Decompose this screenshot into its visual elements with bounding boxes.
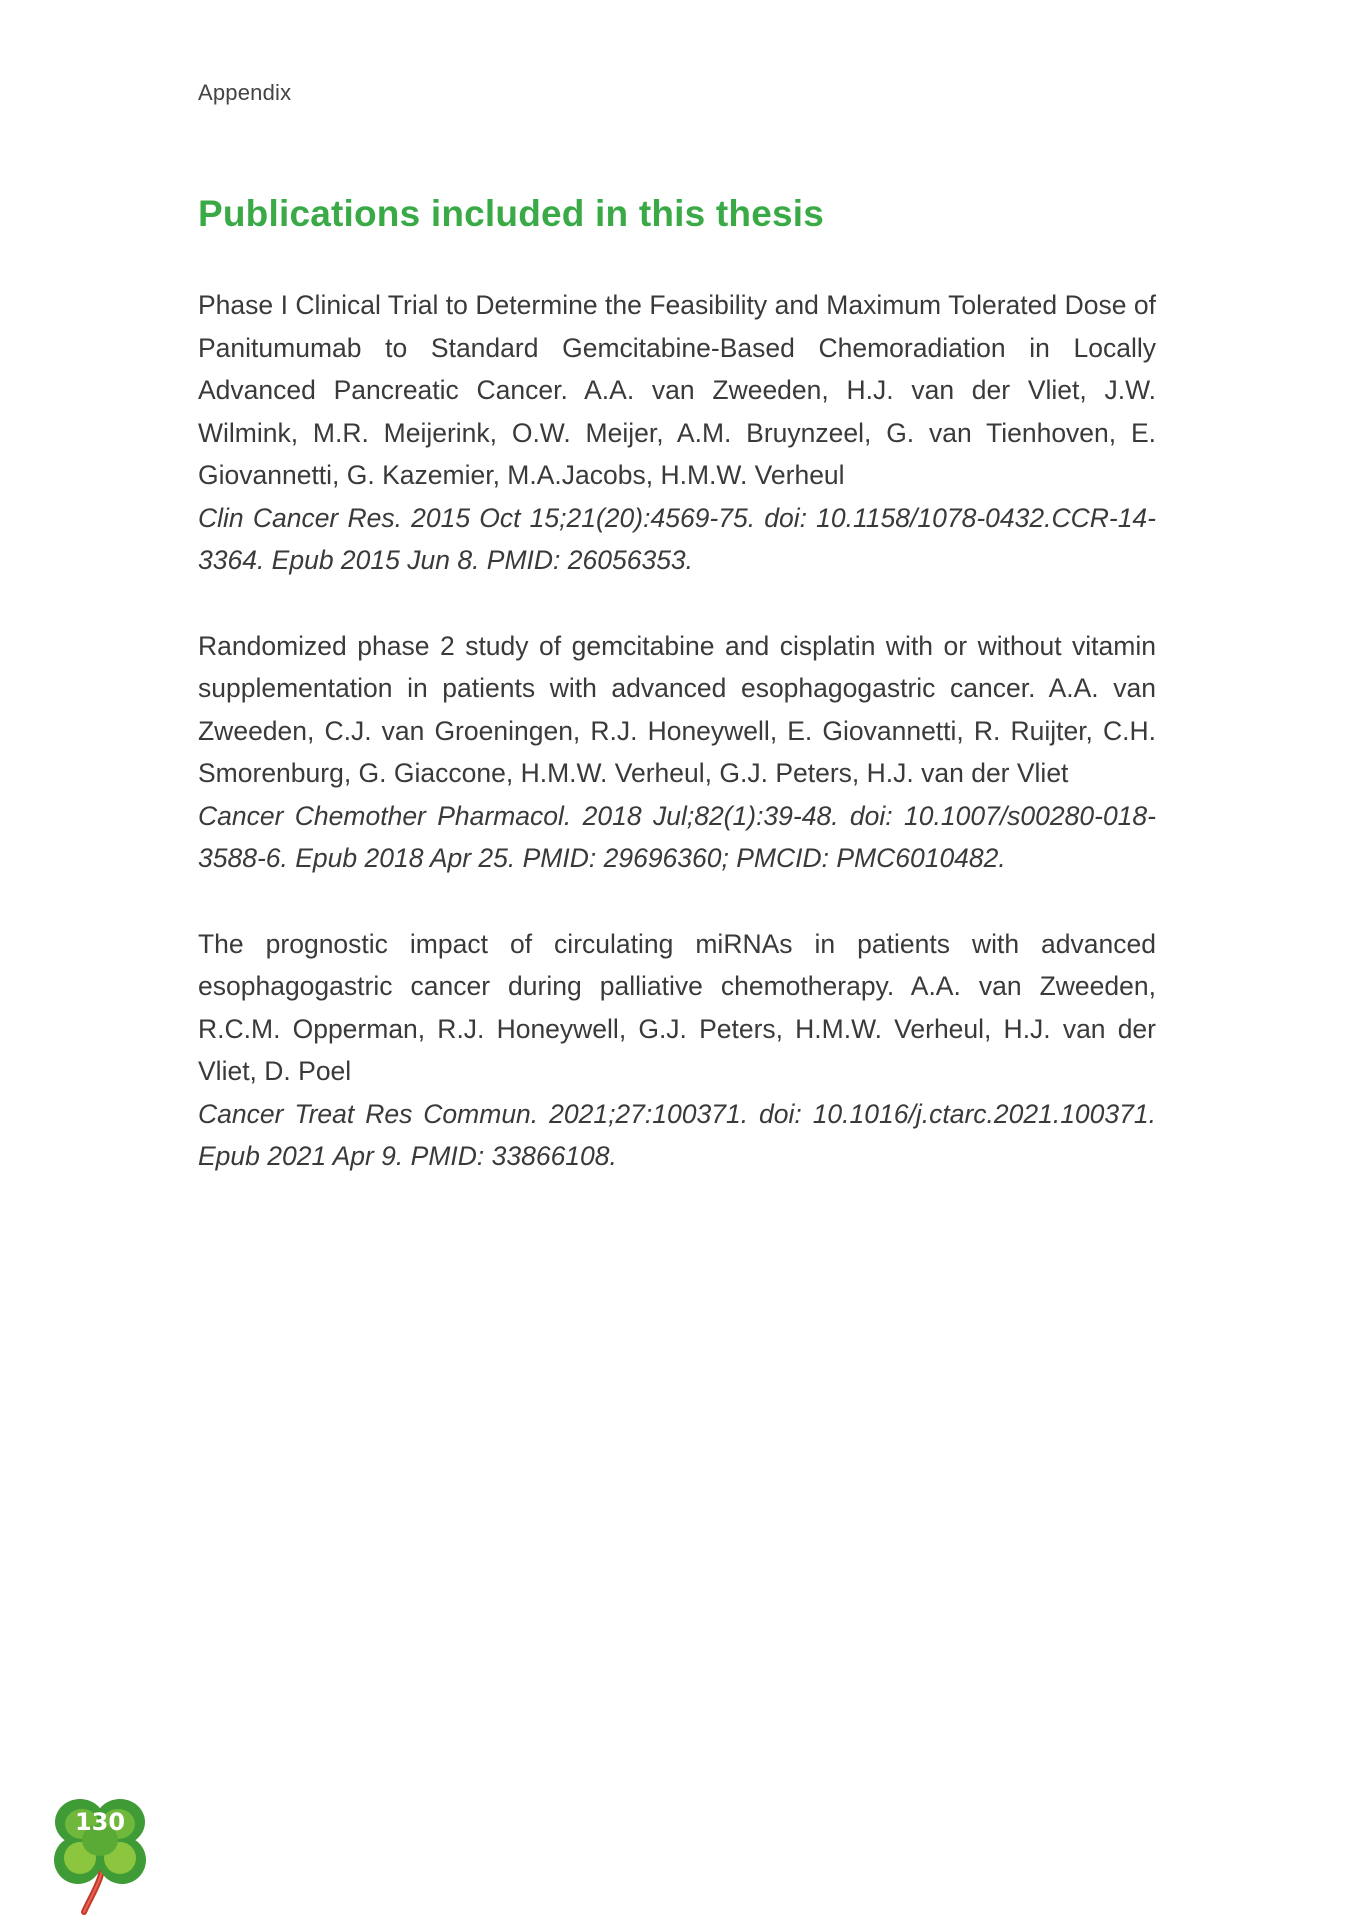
publication-body: Phase I Clinical Trial to Determine the Feasibility and Maximum Tolerated Dose of Panitumumab to Standard Gemcitabine-Based Chemoradiation in Locally Advanced Pancreatic Cancer. A.A. van Zweeden, H.J. van der Vliet, J.W. Wilmink, M.R. Meijerink, O.W. Meijer, A.M. Bruynzeel, G. van Tienhoven, E. Giovannetti, G. Kazemier, M.A.Jacobs, H.M.W. Verheul	[198, 290, 1156, 490]
page-number-badge	[50, 1790, 150, 1915]
running-header: Appendix	[198, 80, 292, 105]
publication-citation: Clin Cancer Res. 2015 Oct 15;21(20):4569-75. doi: 10.1158/1078-0432.CCR-14-3364. Epub 2015 Jun 8. PMID: 26056353.	[198, 502, 1156, 575]
section-title: Publications included in this thesis	[198, 193, 825, 234]
publication-list	[198, 284, 1156, 1221]
publication-entry	[198, 284, 1156, 582]
publication-citation: Cancer Treat Res Commun. 2021;27:100371. doi: 10.1016/j.ctarc.2021.100371. Epub 2021 Apr 9. PMID: 33866108.	[198, 1098, 1156, 1171]
page-number: 130	[74, 1808, 126, 1836]
publication-entry	[198, 923, 1156, 1178]
publication-citation: Cancer Chemother Pharmacol. 2018 Jul;82(1):39-48. doi: 10.1007/s00280-018-3588-6. Epub 2018 Apr 25. PMID: 29696360; PMCID: PMC6010482.	[198, 800, 1156, 873]
publication-body: Randomized phase 2 study of gemcitabine and cisplatin with or without vitamin supplementation in patients with advanced esophagogastric cancer. A.A. van Zweeden, C.J. van Groeningen, R.J. Honeywell, E. Giovannetti, R. Ruijter, C.H. Smorenburg, G. Giaccone, H.M.W. Verheul, G.J. Peters, H.J. van der Vliet	[198, 630, 1156, 788]
publication-entry	[198, 625, 1156, 880]
publication-body: The prognostic impact of circulating miRNAs in patients with advanced esophagogastric cancer during palliative chemotherapy. A.A. van Zweeden, R.C.M. Opperman, R.J. Honeywell, G.J. Peters, H.M.W. Verheul, H.J. van der Vliet, D. Poel	[198, 928, 1156, 1086]
